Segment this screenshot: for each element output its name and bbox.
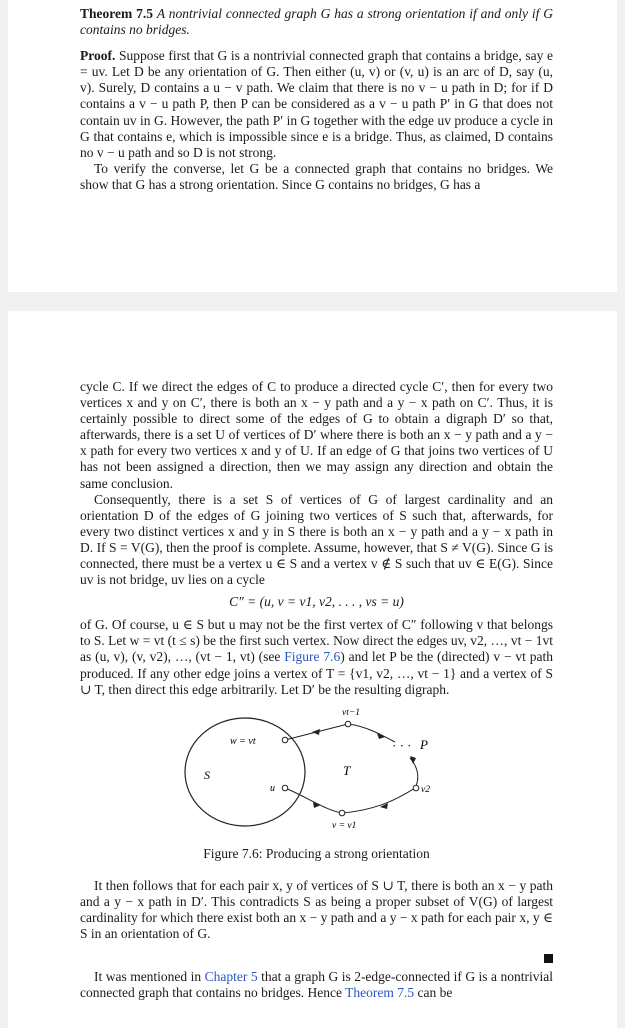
page-2: [8, 311, 617, 1028]
edge-u-v: [285, 788, 342, 813]
page-2-content: [80, 379, 553, 1001]
label-v: v = v1: [332, 820, 357, 829]
proof-paragraph-2: To verify the converse, let G be a connected graph that contains no bridges. We show that G has a strong orientation. Since G contains no bridges, G has a: [80, 160, 553, 192]
chapter-5-link[interactable]: Chapter 5: [204, 969, 258, 985]
figure-7-6-link[interactable]: Figure 7.6: [284, 649, 341, 665]
ellipsis-dots: · · ·: [392, 737, 412, 753]
vertex-vt1: [345, 721, 351, 727]
proof-paragraph-1: [80, 48, 553, 161]
label-S: S: [204, 767, 210, 782]
label-P: P: [420, 736, 428, 752]
label-u: u: [270, 782, 275, 794]
set-S-ellipse: [185, 718, 305, 826]
arrow-v2-up: [410, 756, 416, 764]
proof-text-1: Suppose first that G is a nontrivial connected graph that contains a bridge, say e = uv. Let D be any orientation of G. Then either (u, v) or (v, u) is an arc of D, say (u, v). Surely, D contains a u − v path. We claim that there is no v − u path in D; for if D contains a v − u path P, then P can be considered as a v − u path P′ in G that does not contain uv in G. However, the path P′ in G together with the edge uv produce a cycle in G that contains e, which is impossible since e is a bridge. Thus, as claimed, D contains no v − u path and so D is not strong.: [80, 48, 553, 160]
vertex-w: [282, 737, 288, 743]
proof-paragraph-5: [80, 617, 553, 697]
closing-paragraph: [80, 969, 553, 1001]
label-T: T: [343, 762, 351, 778]
label-vt1: vt−1: [342, 707, 361, 718]
closing-text-b: that a graph G is 2-edge-connected if G is a nontrivial connected graph that contains no bridges. Hence: [80, 969, 553, 1001]
theorem-statement: A nontrivial connected graph G has a strong orientation if and only if G contains no bridges.: [80, 6, 554, 38]
edge-vt1-path: [348, 724, 395, 742]
cycle-equation: C″ = (u, v = v1, v2, . . . , vs = u): [229, 594, 404, 610]
p5-text-a: of G. Of course, u ∈ S but u may not be the first vertex of C″ following v that belongs to S. Let w = vt (t ≤ s) be the first such vertex. Now direct the edges uv, v2, …, vt − 1vt as (u, v), (v, v2), …, (vt − 1, vt) (see: [80, 617, 553, 665]
qed-square-icon: [544, 954, 553, 963]
label-w: w = vt: [230, 735, 256, 747]
arrow-vt1-w: [312, 729, 320, 735]
arrow-u-v: [313, 802, 321, 808]
proof-paragraph-6: It then follows that for each pair x, y of vertices of S ∪ T, there is both an x − y path and a y − x path in D′. This contradicts S as being a proper subset of V(G) of largest cardinality for which there exist both an x − y path and a y − x path for each pair x, y ∈ S in an orientation of G.: [80, 877, 553, 941]
label-v2: v2: [421, 784, 430, 795]
closing-text-c: can be: [414, 985, 453, 1001]
theorem-7-5: [80, 6, 553, 38]
proof-paragraph-3: cycle C. If we direct the edges of C to produce a directed cycle C′, then for every two vertices x and y on C′, there is both an x − y path and a y − x path on C′. Thus, it is certainly possible to direct some of the edges of G to obtain a digraph D′ so that, afterwards, there is a set U of vertices of D′ where there is both an x − y path and a y − x path for every two vertices x and y of U. If an edge of G that joins two vertices of U has not been assigned a direction, then we may assign any direction and obtain the same conclusion.: [80, 379, 553, 491]
vertex-v2: [413, 785, 419, 791]
page-1-content: [80, 6, 553, 193]
closing-text-a: It was mentioned in: [94, 969, 205, 985]
vertex-u: [282, 785, 288, 791]
proof-label: Proof.: [80, 48, 116, 64]
edge-v-v2: [342, 788, 415, 813]
theorem-label: Theorem 7.5: [80, 6, 153, 21]
figure-caption: Figure 7.6: Producing a strong orientation: [203, 845, 430, 861]
vertex-v: [339, 810, 345, 816]
p5-text-b: ) and let P be the (directed) v − vt path produced. If any other edge joins a vertex of T = {v1, v2, …, vt − 1} and a vertex of S ∪ T, then direct this edge arbitrarily. Let D′ be the resulting digraph.: [80, 649, 553, 697]
page-1: [8, 0, 617, 292]
figure-7-6: [80, 704, 553, 862]
figure-7-6-diagram: [80, 704, 553, 829]
theorem-7-5-link[interactable]: Theorem 7.5: [345, 985, 415, 1001]
proof-paragraph-4: Consequently, there is a set S of vertices of G of largest cardinality and an orientation D of the edges of G joining two vertices of S such that, afterwards, for every two distinct vertices x and y in S there is both an x − y path and a y − x path in D. If S = V(G), then the proof is complete. Assume, however, that S ≠ V(G). Since G is connected, there must be a vertex u ∈ S and a vertex v ∉ S such that uv ∈ E(G). Since uv is not bridge, uv lies on a cycle: [80, 491, 553, 588]
